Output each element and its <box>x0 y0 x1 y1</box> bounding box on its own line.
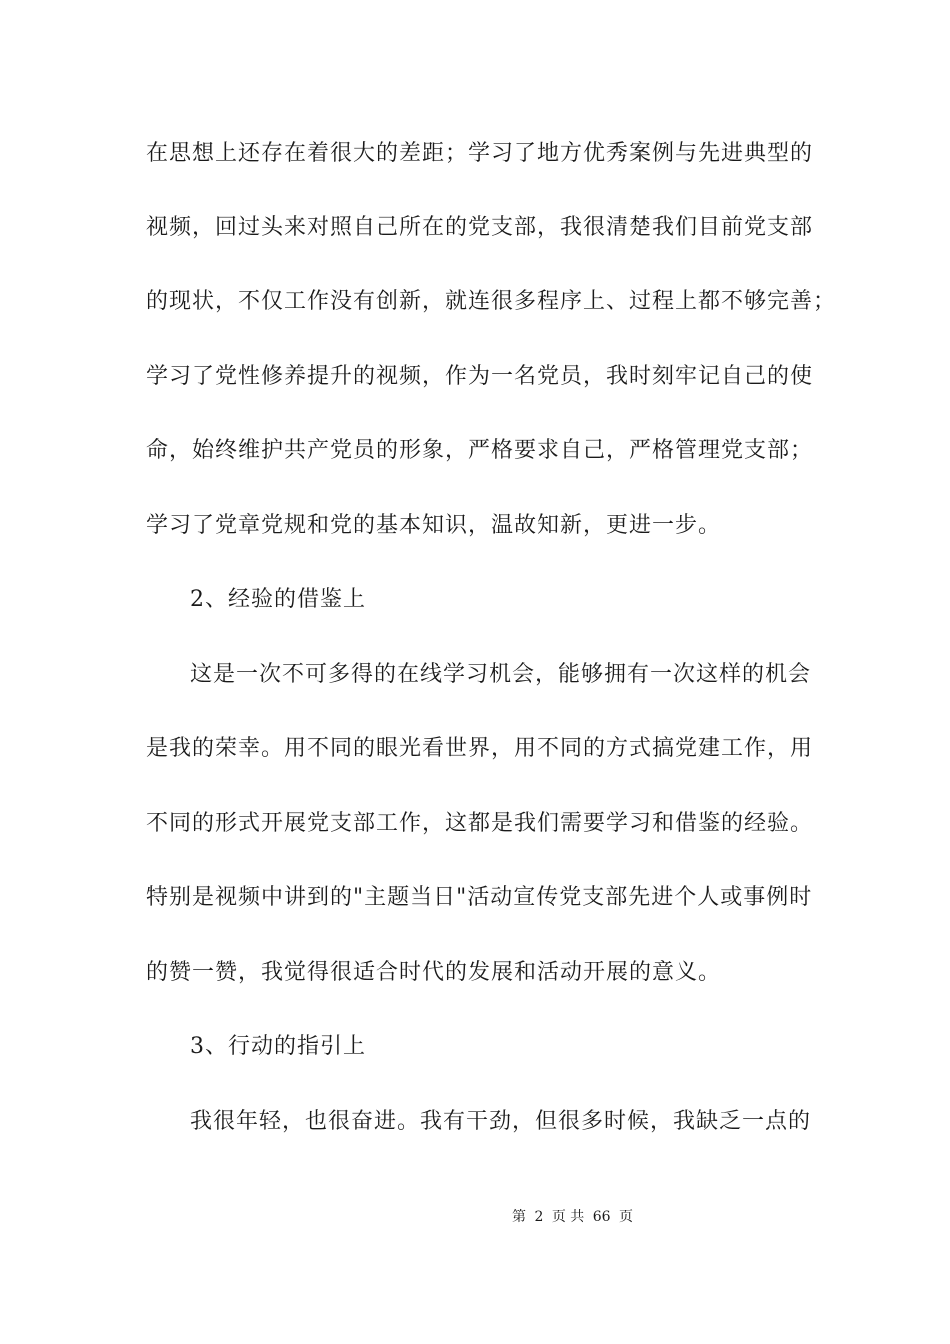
paragraph-line-10: 不同的形式开展党支部工作，这都是我们需要学习和借鉴的经验。 <box>146 811 814 836</box>
paragraph-line-5: 命，始终维护共产党员的形象，严格要求自己，严格管理党支部； <box>146 438 814 463</box>
paragraph-line-1: 在思想上还存在着很大的差距；学习了地方优秀案例与先进典型的 <box>146 141 814 166</box>
page-footer <box>0 1207 950 1227</box>
paragraph-line-4: 学习了党性修养提升的视频，作为一名党员，我时刻牢记自己的使 <box>146 364 814 389</box>
footer-total-pages: 66 <box>592 1209 611 1225</box>
paragraph-line-3: 的现状，不仅工作没有创新，就连很多程序上、过程上都不够完善； <box>146 289 837 314</box>
paragraph-line-9: 是我的荣幸。用不同的眼光看世界，用不同的方式搞党建工作，用 <box>146 736 814 761</box>
footer-suffix: 页 <box>619 1209 633 1225</box>
footer-current-page: 2 <box>534 1209 544 1225</box>
paragraph-line-6: 学习了党章党规和党的基本知识，温故知新，更进一步。 <box>146 513 722 538</box>
section-heading-3: 3、行动的指引上 <box>190 1034 366 1059</box>
paragraph-line-14: 我很年轻，也很奋进。我有干劲，但很多时候，我缺乏一点的 <box>190 1109 812 1134</box>
paragraph-line-2: 视频，回过头来对照自己所在的党支部，我很清楚我们目前党支部 <box>146 215 814 240</box>
footer-prefix: 第 <box>511 1209 526 1225</box>
section-heading-2: 2、经验的借鉴上 <box>190 587 366 612</box>
paragraph-line-8: 这是一次不可多得的在线学习机会，能够拥有一次这样的机会 <box>190 662 812 687</box>
footer-mid: 页 共 <box>551 1209 585 1225</box>
paragraph-line-11: 特别是视频中讲到的"主题当日"活动宣传党支部先进个人或事例时 <box>146 885 813 910</box>
paragraph-line-12: 的赞一赞，我觉得很适合时代的发展和活动开展的意义。 <box>146 960 722 985</box>
